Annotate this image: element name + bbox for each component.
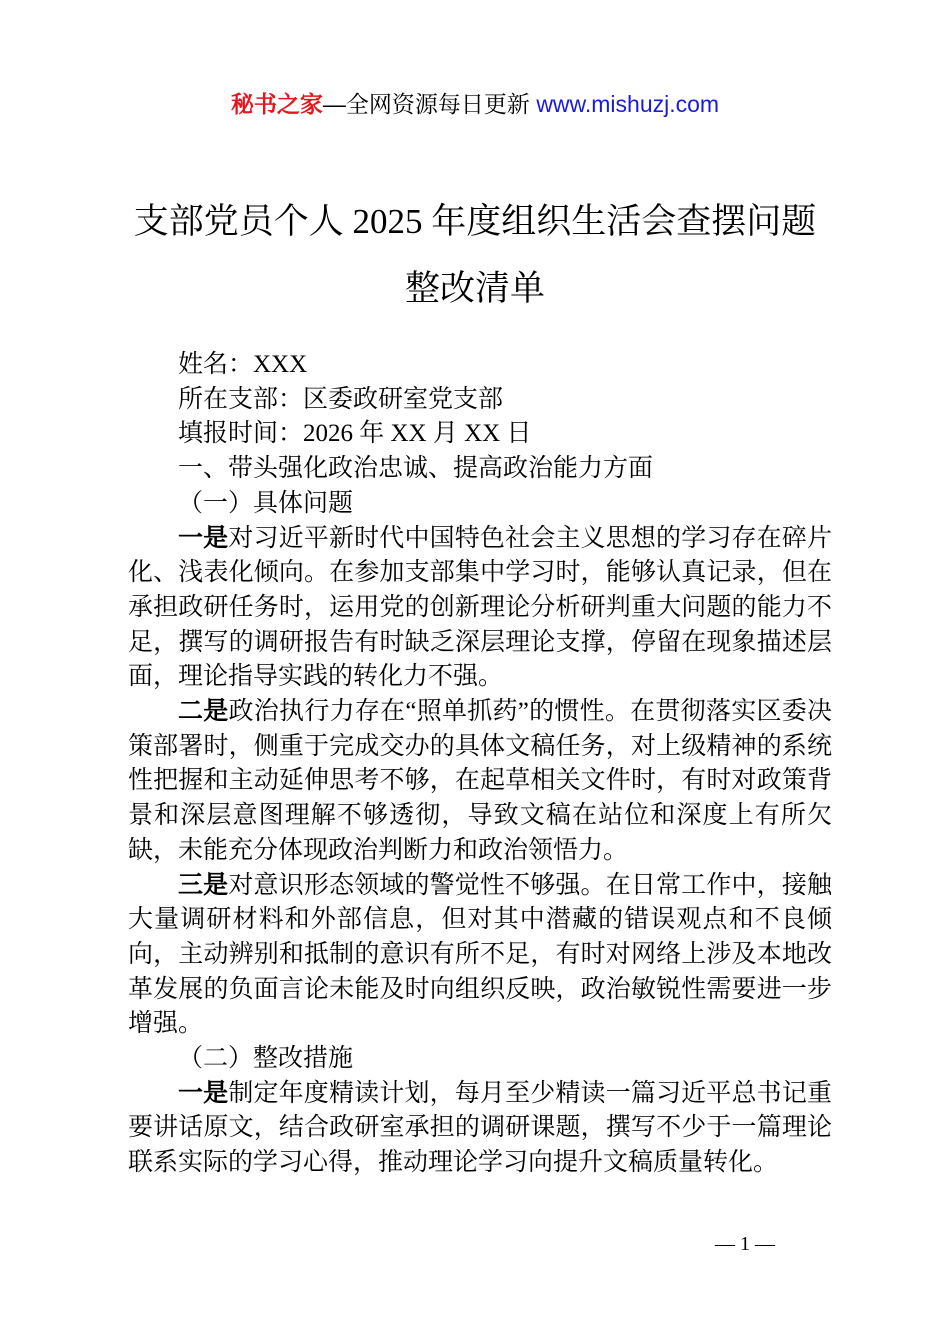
site-url-link[interactable]: www.mishuzj.com [536, 91, 720, 117]
page-number: — 1 — [715, 1233, 775, 1255]
subsection-problems: （一）具体问题 [178, 489, 354, 517]
paragraph-text: 制定年度精读计划，每月至少精读一篇习近平总书记重要讲话原文，结合政研室承担的调研课题，撰写不少于一篇理论联系实际的学习心得，推动理论学习向提升文稿质量转化。 [128, 1079, 832, 1177]
paragraph-text: 政治执行力存在“照单抓药”的惯性。在贯彻落实区委决策部署时，侧重于完成交办的具体文稿任务，对上级精神的系统性把握和主动延伸思考不够，在起草相关文件时，有时对政策背景和深层意图理解不够透彻，导致文稿在站位和深度上有所欠缺，未能充分体现政治判断力和政治领悟力。 [128, 698, 832, 864]
title-line-2: 整改清单 [404, 269, 545, 308]
problem-paragraph [128, 869, 832, 1043]
paragraph-lead: 一是 [178, 1079, 229, 1107]
field-name: 姓名：XXX [178, 351, 308, 378]
field-branch: 所在支部：区委政研室党支部 [178, 385, 504, 413]
site-header [0, 88, 950, 120]
paragraph-lead: 二是 [178, 698, 229, 726]
document-title [100, 188, 850, 322]
header-tagline: —全网资源每日更新 [322, 91, 537, 117]
title-line-1: 支部党员个人 2025 年度组织生活会查摆问题 [133, 202, 817, 241]
paragraph-text: 对习近平新时代中国特色社会主义思想的学习存在碎片化、浅表化倾向。在参加支部集中学习时，能够认真记录，但在承担政研任务时，运用党的创新理论分析研判重大问题的能力不足，撰写的调研报告有时缺乏深层理论支撑，停留在现象描述层面，理论指导实践的转化力不强。 [128, 524, 832, 691]
section-heading: 一、带头强化政治忠诚、提高政治能力方面 [178, 455, 654, 483]
paragraph-text: 对意识形态领域的警觉性不够强。在日常工作中，接触大量调研材料和外部信息，但对其中潜藏的错误观点和不良倾向，主动辨别和抵制的意识有所不足，有时对网络上涉及本地改革发展的负面言论未能及时向组织反映，政治敏锐性需要进一步增强。 [128, 871, 832, 1038]
measure-paragraph [128, 1077, 832, 1181]
field-date: 填报时间：2026 年 XX 月 XX 日 [178, 420, 532, 448]
subsection-measures: （二）整改措施 [178, 1045, 354, 1073]
paragraph-lead: 一是 [178, 524, 229, 552]
problem-paragraph [128, 695, 832, 869]
document-body [128, 348, 832, 1181]
problem-paragraph [128, 522, 832, 696]
brand-name: 秘书之家 [230, 91, 323, 117]
paragraph-lead: 三是 [178, 871, 229, 899]
